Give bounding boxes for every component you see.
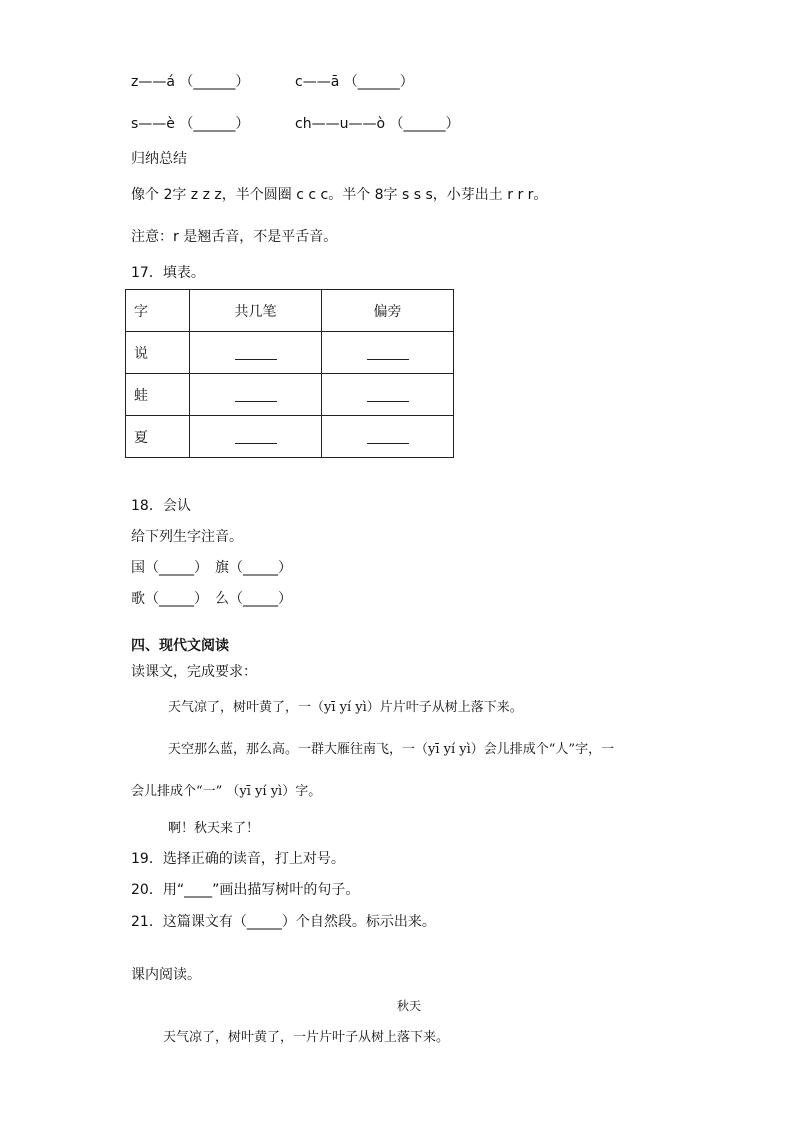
strokes-blank[interactable]	[190, 416, 322, 458]
table-row	[126, 416, 454, 458]
reading-2-instruction: 课内阅读。	[131, 967, 201, 983]
blank-line	[235, 429, 277, 444]
blank-line	[235, 345, 277, 360]
table-row	[126, 332, 454, 374]
row-char: 蛙	[126, 374, 190, 416]
blank-line	[367, 387, 409, 402]
strokes-blank[interactable]	[190, 374, 322, 416]
summary-title: 归纳总结	[131, 151, 187, 167]
header-radical: 偏旁	[322, 290, 454, 332]
q18-title: 18．会认	[131, 498, 191, 514]
radical-blank[interactable]	[322, 374, 454, 416]
pinyin-row-1-a: z——á （______）	[131, 74, 250, 90]
reading-2-paragraph-1: 天气凉了，树叶黄了，一片片叶子从树上落下来。	[163, 1030, 450, 1045]
table-header-row	[126, 290, 454, 332]
blank-line	[367, 345, 409, 360]
note-text: 注意：r 是翘舌音，不是平舌音。	[131, 229, 338, 245]
q20: 20．用“____”画出描写树叶的句子。	[131, 882, 360, 898]
pinyin-row-2-b: ch——u——ò （______）	[295, 116, 460, 132]
q18-line-2: 歌（_____） 么（_____）	[131, 591, 292, 607]
table-row	[126, 374, 454, 416]
section-4-instruction: 读课文，完成要求：	[131, 664, 257, 680]
passage-paragraph-3: 啊！秋天来了！	[168, 821, 260, 836]
blank-line	[235, 387, 277, 402]
header-strokes: 共几笔	[190, 290, 322, 332]
q18-instruction: 给下列生字注音。	[131, 529, 243, 545]
radical-blank[interactable]	[322, 416, 454, 458]
summary-text: 像个 2字 z z z，半个圆圈 c c c。半个 8字 s s s，小芽出土 r r r。	[131, 187, 548, 203]
row-char: 说	[126, 332, 190, 374]
blank-line	[367, 429, 409, 444]
pinyin-row-2-a: s——è （______）	[131, 116, 250, 132]
reading-2-title: 秋天	[397, 999, 422, 1013]
q19: 19．选择正确的读音，打上对号。	[131, 851, 345, 867]
strokes-blank[interactable]	[190, 332, 322, 374]
fill-table	[125, 289, 454, 458]
passage-paragraph-2: 天空那么蓝，那么高。一群大雁往南飞，一（yī yí yì）会儿排成个“人”字，一	[168, 742, 615, 757]
radical-blank[interactable]	[322, 332, 454, 374]
section-4-heading: 四、现代文阅读	[131, 638, 229, 654]
passage-paragraph-1: 天气凉了，树叶黄了，一（yī yí yì）片片叶子从树上落下来。	[168, 700, 523, 715]
pinyin-row-1-b: c——ā （______）	[295, 74, 414, 90]
header-char: 字	[126, 290, 190, 332]
q17-title: 17．填表。	[131, 265, 205, 281]
row-char: 夏	[126, 416, 190, 458]
q18-line-1: 国（_____） 旗（_____）	[131, 560, 292, 576]
q21: 21．这篇课文有（_____）个自然段。标示出来。	[131, 914, 436, 930]
passage-paragraph-2-cont: 会儿排成个“一” （yī yí yì）字。	[131, 784, 322, 799]
